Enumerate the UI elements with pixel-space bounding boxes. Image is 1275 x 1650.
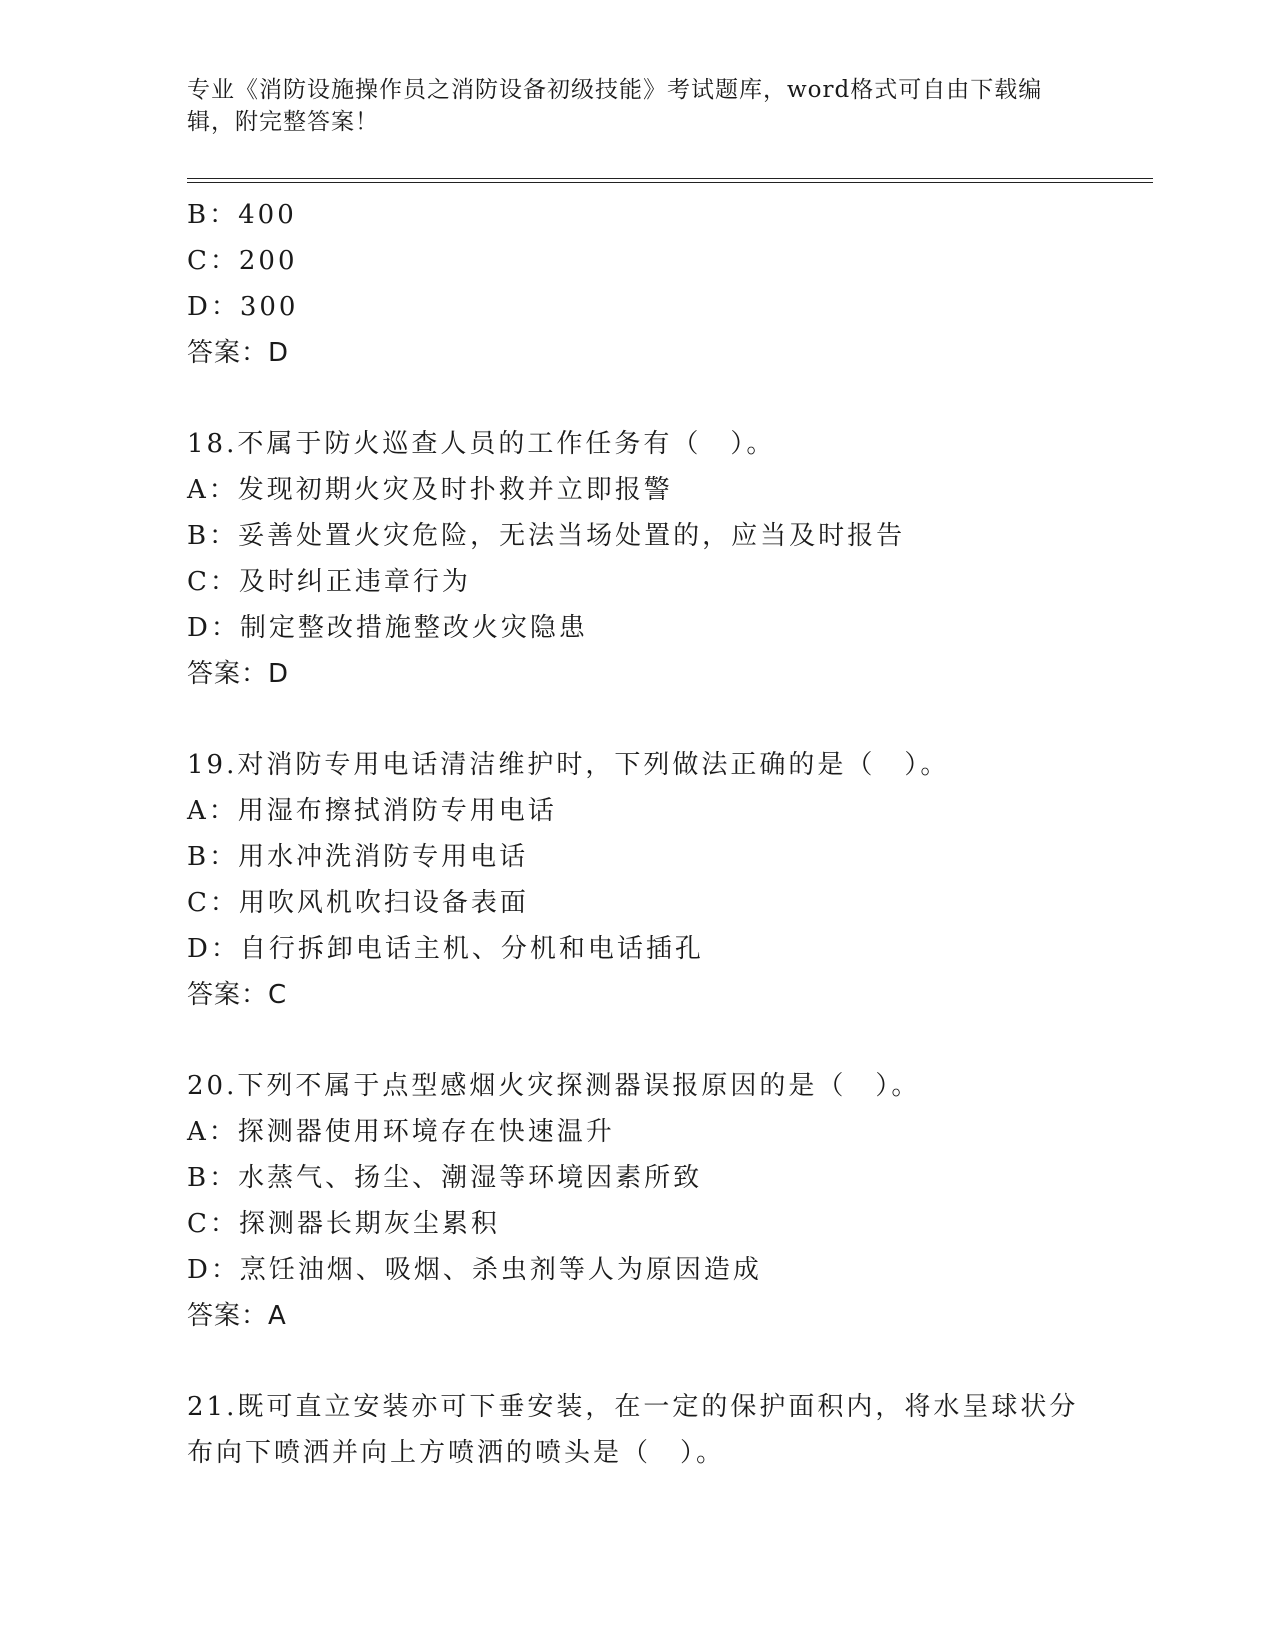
carryover-question [187,192,1087,376]
option-d: D：制定整改措施整改火灾隐患 [187,613,588,643]
option-a: A：用湿布擦拭消防专用电话 [187,796,557,826]
option-c: C：用吹风机吹扫设备表面 [187,888,529,918]
question-19 [187,742,1087,1018]
option-b: B：妥善处置火灾危险，无法当场处置的，应当及时报告 [187,521,906,551]
question-21 [187,1384,1087,1476]
option-b: B：用水冲洗消防专用电话 [187,842,529,872]
answer-line: 答案：D [187,338,290,368]
option-a: A：探测器使用环境存在快速温升 [187,1117,615,1147]
question-18 [187,421,1087,697]
question-20 [187,1063,1087,1339]
option-c: C：及时纠正违章行为 [187,567,471,597]
question-stem: 21.既可直立安装亦可下垂安装，在一定的保护面积内，将水呈球状分布向下喷洒并向上方喷洒的喷头是（ ）。 [187,1392,1079,1468]
option-d: D：自行拆卸电话主机、分机和电话插孔 [187,934,704,964]
answer-line: 答案：D [187,659,290,689]
option-a: A：发现初期火灾及时扑救并立即报警 [187,475,673,505]
document-body [187,192,1087,1476]
question-stem: 18.不属于防火巡查人员的工作任务有（ ）。 [187,429,776,459]
answer-line: 答案：C [187,980,288,1010]
header-rule-bottom [187,182,1153,183]
option-c: C：200 [187,246,298,276]
option-b: B：400 [187,200,297,230]
header-rule-top [187,178,1153,179]
question-stem: 19.对消防专用电话清洁维护时，下列做法正确的是（ ）。 [187,750,950,780]
question-stem: 20.下列不属于点型感烟火灾探测器误报原因的是（ ）。 [187,1071,921,1101]
option-b: B：水蒸气、扬尘、潮湿等环境因素所致 [187,1163,703,1193]
option-d: D：烹饪油烟、吸烟、杀虫剂等人为原因造成 [187,1255,762,1285]
option-c: C：探测器长期灰尘累积 [187,1209,500,1239]
answer-line: 答案：A [187,1301,287,1331]
option-d: D：300 [187,292,299,322]
document-header: 专业《消防设施操作员之消防设备初级技能》考试题库，word格式可自由下载编辑，附完整答案！ [187,77,1043,135]
